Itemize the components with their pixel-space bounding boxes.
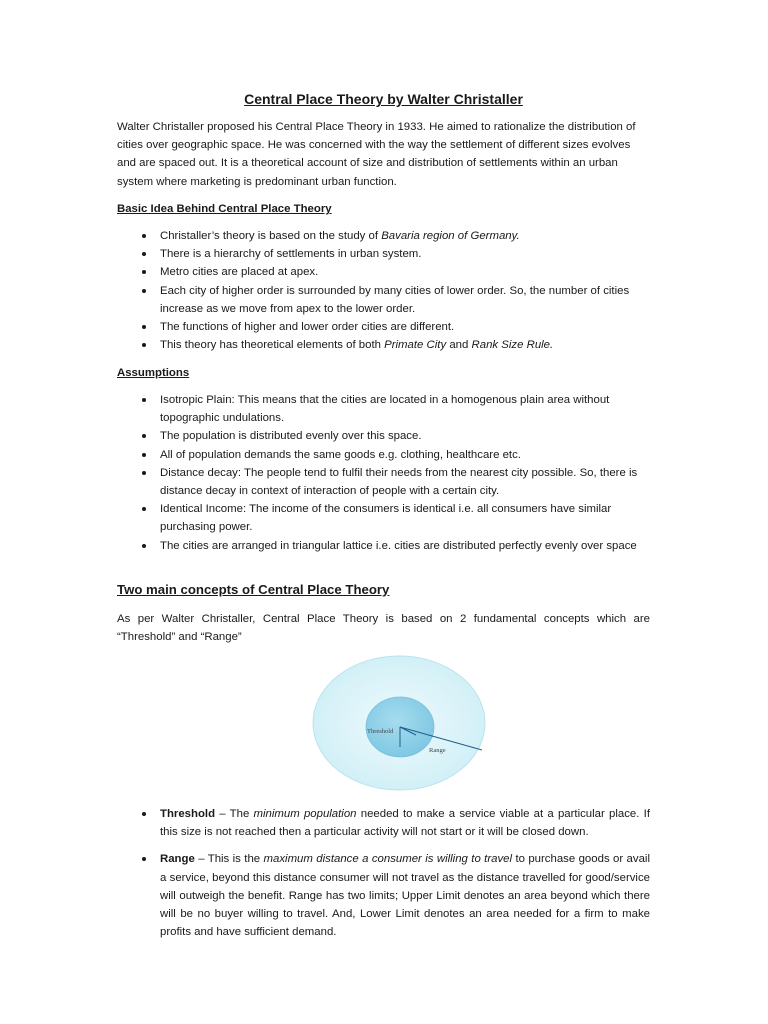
list-item: This theory has theoretical elements of both Primate City and Rank Size Rule.: [117, 336, 650, 354]
list-item: Metro cities are placed at apex.: [117, 263, 650, 281]
list-item: Identical Income: The income of the consumers is identical i.e. all consumers have similar purchasing power.: [117, 500, 650, 536]
list-item: Isotropic Plain: This means that the cities are located in a homogenous plain area without topographic undulations.: [117, 391, 650, 427]
basic-idea-heading: Basic Idea Behind Central Place Theory: [117, 203, 332, 215]
list-item: Each city of higher order is surrounded by many cities of lower order. So, the number of cities increase as we move from apex to the lower order.: [117, 282, 650, 318]
list-item: Distance decay: The people tend to fulfil their needs from the nearest city possible. So, there is distance decay in context of interaction of people with a certain city.: [117, 464, 650, 500]
range-label: Range: [429, 747, 446, 754]
list-item: Christaller’s theory is based on the study of Bavaria region of Germany.: [117, 227, 650, 245]
assumptions-heading: Assumptions: [117, 367, 190, 379]
assumptions-list: [117, 391, 650, 555]
concepts-list: [117, 805, 650, 941]
threshold-range-diagram: [312, 655, 492, 793]
list-item: The population is distributed evenly over this space.: [117, 427, 650, 445]
threshold-item: Threshold – The minimum population needed to make a service viable at a particular place. If this size is not reached then a particular activity will not start or it will be closed down.: [117, 805, 650, 841]
page-title: Central Place Theory by Walter Christaller: [244, 91, 523, 107]
range-item: Range – This is the maximum distance a consumer is willing to travel to purchase goods or avail a service, beyond this distance consumer will not travel as the distance travelled for good/service will outweigh the benefit. Range has two limits; Upper Limit denotes an area beyond which there will be no buyer willing to travel. And, Lower Limit denotes an area needed for a firm to make profits and have sufficient demand.: [117, 850, 650, 941]
intro-paragraph: Walter Christaller proposed his Central Place Theory in 1933. He aimed to rationalize the distribution of cities over geographic space. He was concerned with the way the settlement of different sizes evolves and are spaced out. It is a theoretical account of size and distribution of settlements within an urban system where marketing is predominant urban function.: [117, 121, 636, 188]
list-item: There is a hierarchy of settlements in urban system.: [117, 245, 650, 263]
concepts-intro: As per Walter Christaller, Central Place Theory is based on 2 fundamental concepts which are “Threshold” and “Range”: [117, 613, 650, 644]
list-item: The cities are arranged in triangular lattice i.e. cities are distributed perfectly evenly over space: [117, 537, 650, 555]
list-item: All of population demands the same goods e.g. clothing, healthcare etc.: [117, 446, 650, 464]
basic-idea-list: [117, 227, 650, 354]
concepts-heading: Two main concepts of Central Place Theory: [117, 582, 390, 597]
threshold-label: Threshold: [367, 728, 394, 735]
list-item: The functions of higher and lower order cities are different.: [117, 318, 650, 336]
